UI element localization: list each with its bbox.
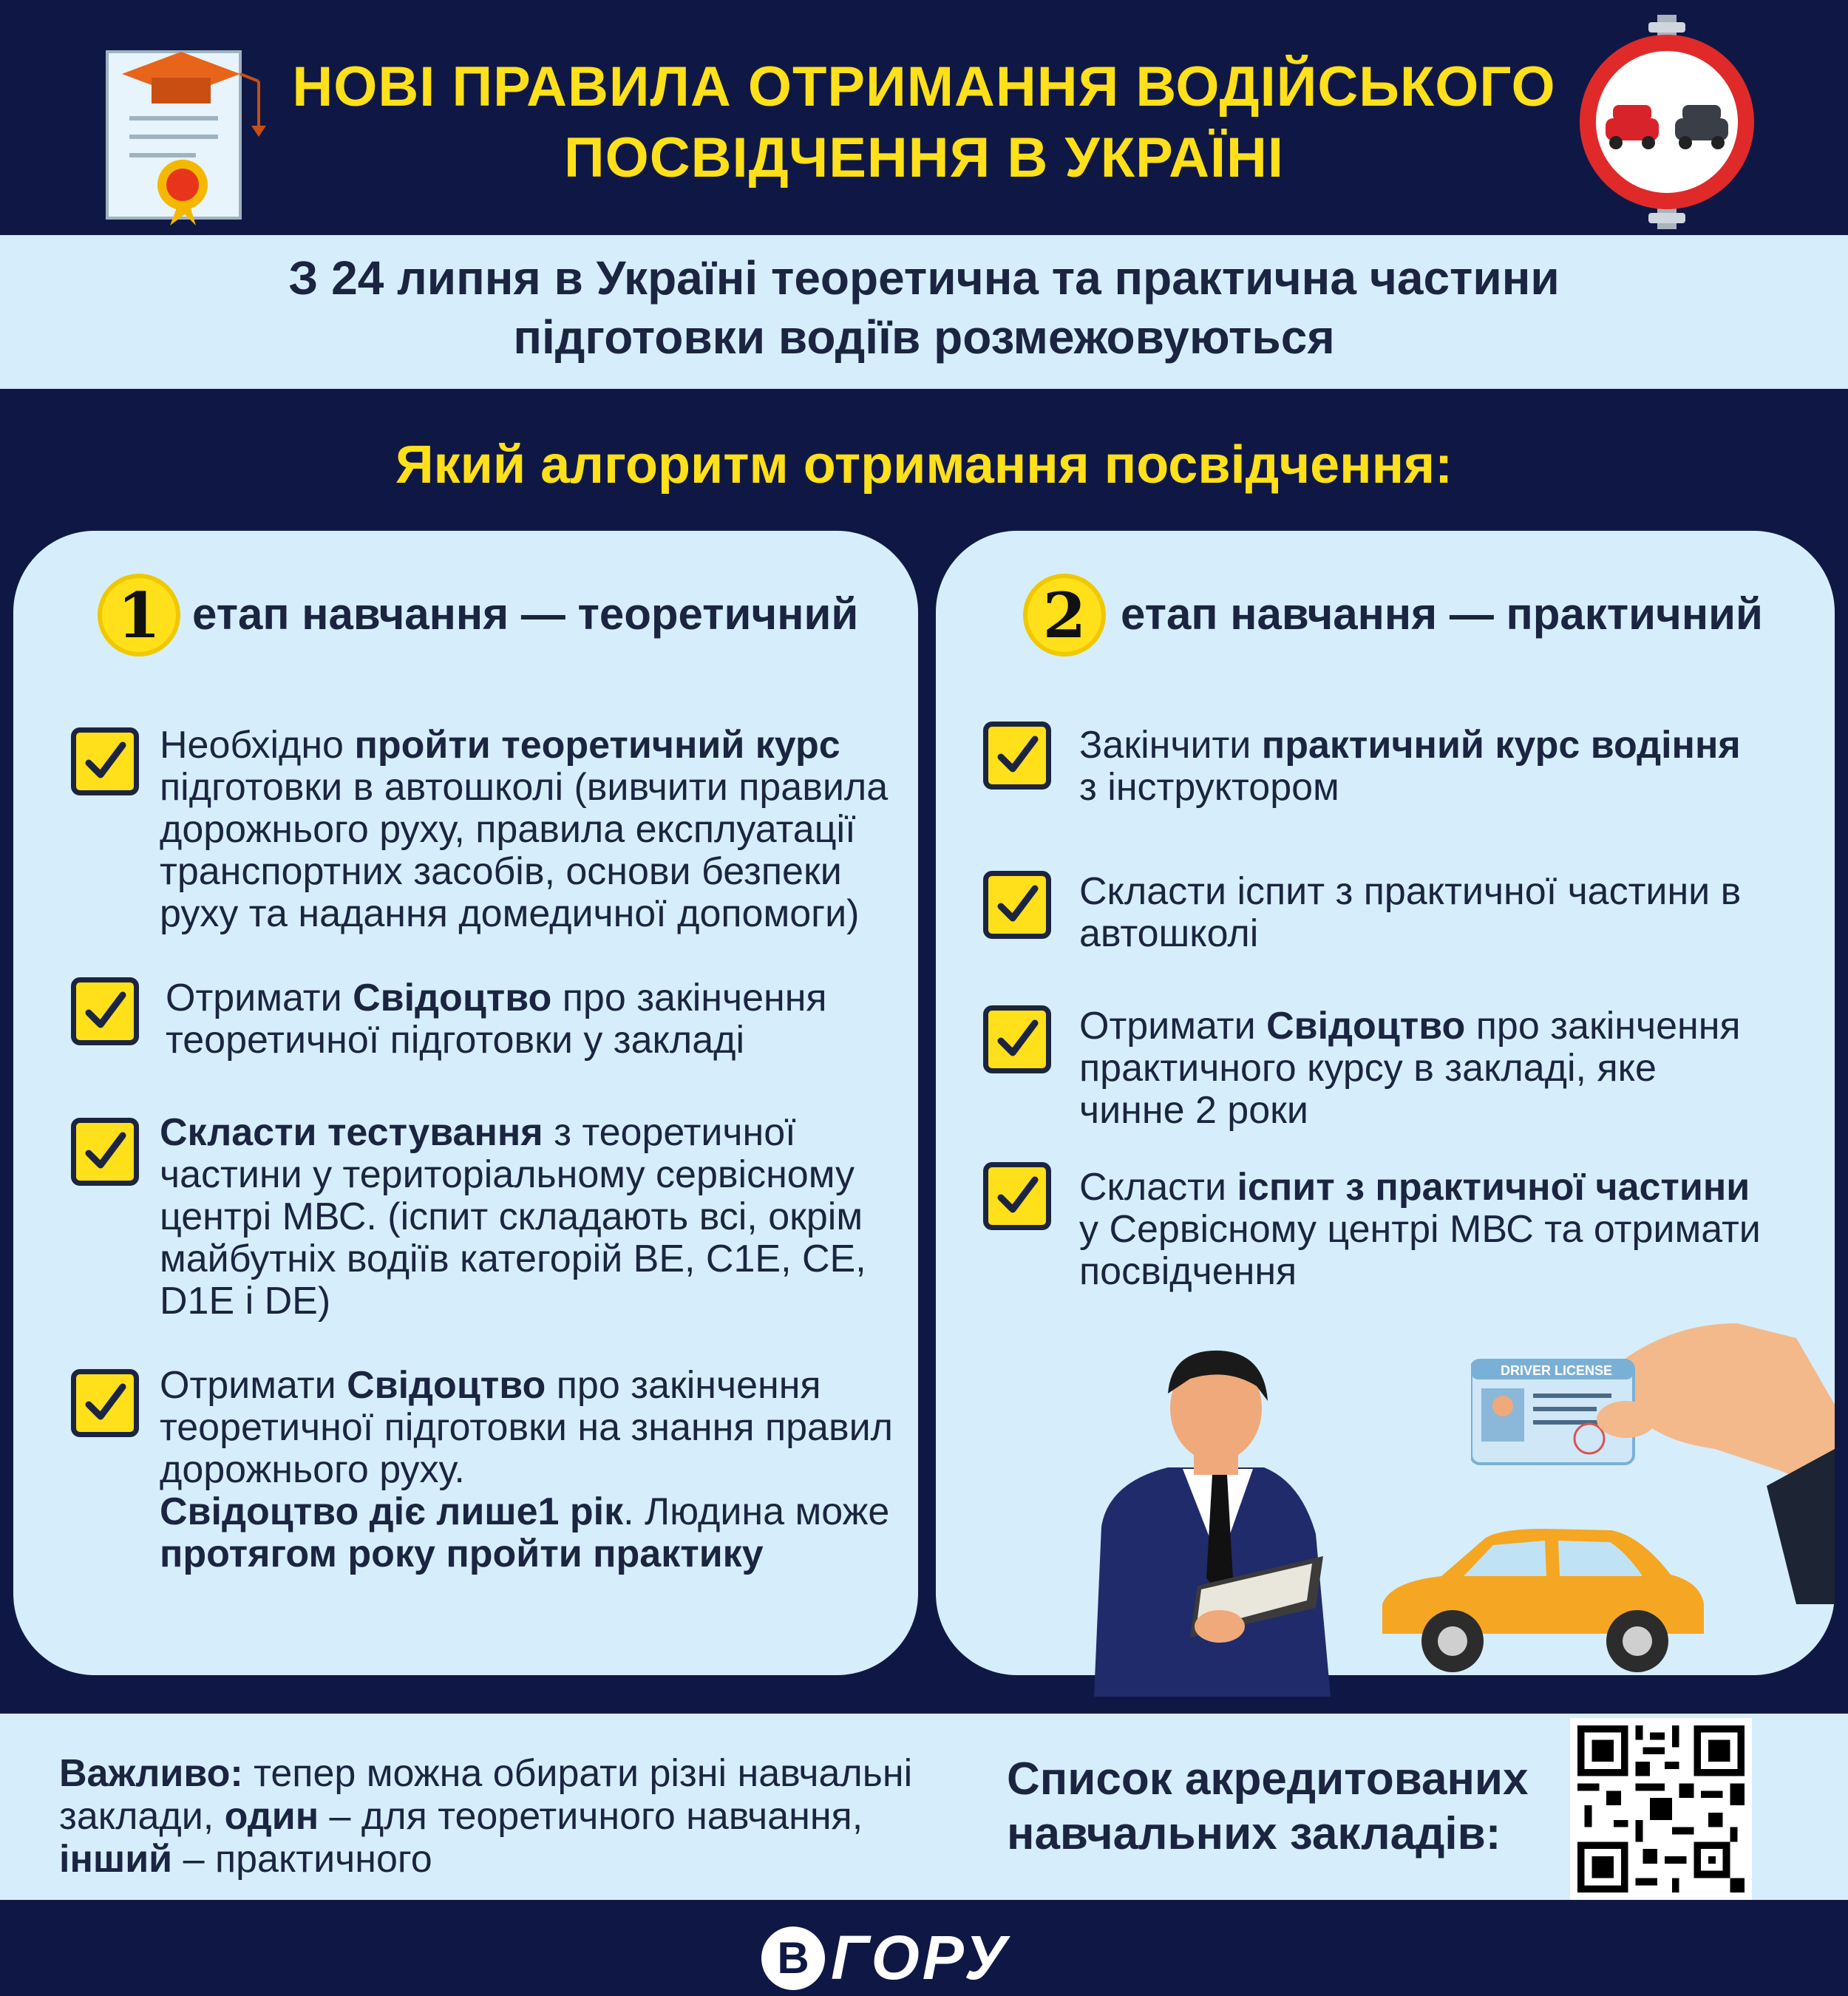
yellow-car-illustration [1375, 1523, 1708, 1678]
checkmark-icon [983, 871, 1051, 939]
checkmark-icon [983, 722, 1051, 790]
diploma-certificate-icon [100, 37, 277, 229]
license-card-label: DRIVER LICENSE [1501, 1363, 1613, 1378]
subtitle [111, 248, 1737, 367]
stage1-item-2: Отримати Свідоцтво про закінчення теоретичної підготовки у закладі [166, 977, 827, 1062]
checkmark-icon [71, 1369, 139, 1437]
stage2-heading: етап навчання — практичний [1121, 589, 1763, 639]
checkmark-icon [71, 727, 139, 795]
subtitle-line-1: З 24 липня в Україні теоретична та практична частини [288, 251, 1560, 305]
title-line-2: ПОСВІДЧЕННЯ В УКРАЇНІ [564, 126, 1284, 189]
title-line-1: НОВІ ПРАВИЛА ОТРИМАННЯ ВОДІЙСЬКОГО [292, 55, 1556, 118]
man-reading-illustration [1079, 1342, 1360, 1697]
no-overtaking-sign-icon [1574, 15, 1759, 229]
logo-letter: В [761, 1927, 825, 1990]
page-title [281, 52, 1567, 194]
stage2-number-badge: 2 [1023, 574, 1106, 656]
checkmark-icon [71, 1118, 139, 1186]
brand-logo [761, 1922, 1010, 1994]
stage2-item-3: Отримати Свідоцтво про закінчення практичного курсу в закладі, яке чинне 2 роки [1079, 1005, 1741, 1132]
accredited-list-title: Список акредитованих навчальних закладів: [1007, 1754, 1529, 1859]
stage1-item-4: Отримати Свідоцтво про закінчення теоретичної підготовки на знання правил дорожнього руху. Свідоцтво діє лише1 рік. Людина може протягом року пройти практику [160, 1364, 893, 1575]
checkmark-icon [983, 1005, 1051, 1073]
subtitle-line-2: підготовки водіїв розмежовуються [513, 310, 1335, 364]
stage1-item-1: Необхідно пройти теоретичний курс підготовки в автошколі (вивчити правила дорожнього руху, правила експлуатації транспортних засобів, основи безпеки руху та надання домедичної допомоги) [160, 724, 889, 935]
logo-text: ГОРУ [831, 1923, 1010, 1992]
stage1-item-3: Скласти тестування з теоретичної частини у територіальному сервісному центрі МВС. (іспит складають всі, окрім майбутніх водіїв категорій BE, C1E, CE, D1E і DE) [160, 1111, 866, 1323]
stage1-heading: етап навчання — теоретичний [192, 589, 859, 639]
checkmark-icon [983, 1162, 1051, 1230]
important-note: Важливо: тепер можна обирати різні навчальні заклади, один – для теоретичного навчання, інший – практичного [59, 1752, 913, 1881]
qr-code[interactable] [1570, 1718, 1752, 1900]
stage2-item-4: Скласти іспит з практичної частини у Сервісному центрі МВС та отримати посвідчення [1079, 1166, 1761, 1293]
stage1-number-badge: 1 [98, 574, 180, 656]
stage2-item-2: Скласти іспит з практичної частини в автошколі [1079, 870, 1742, 955]
checkmark-icon [71, 977, 139, 1045]
section-question: Який алгоритм отримання посвідчення: [395, 435, 1453, 495]
stage2-item-1: Закінчити практичний курс водіння з інструктором [1079, 724, 1741, 809]
